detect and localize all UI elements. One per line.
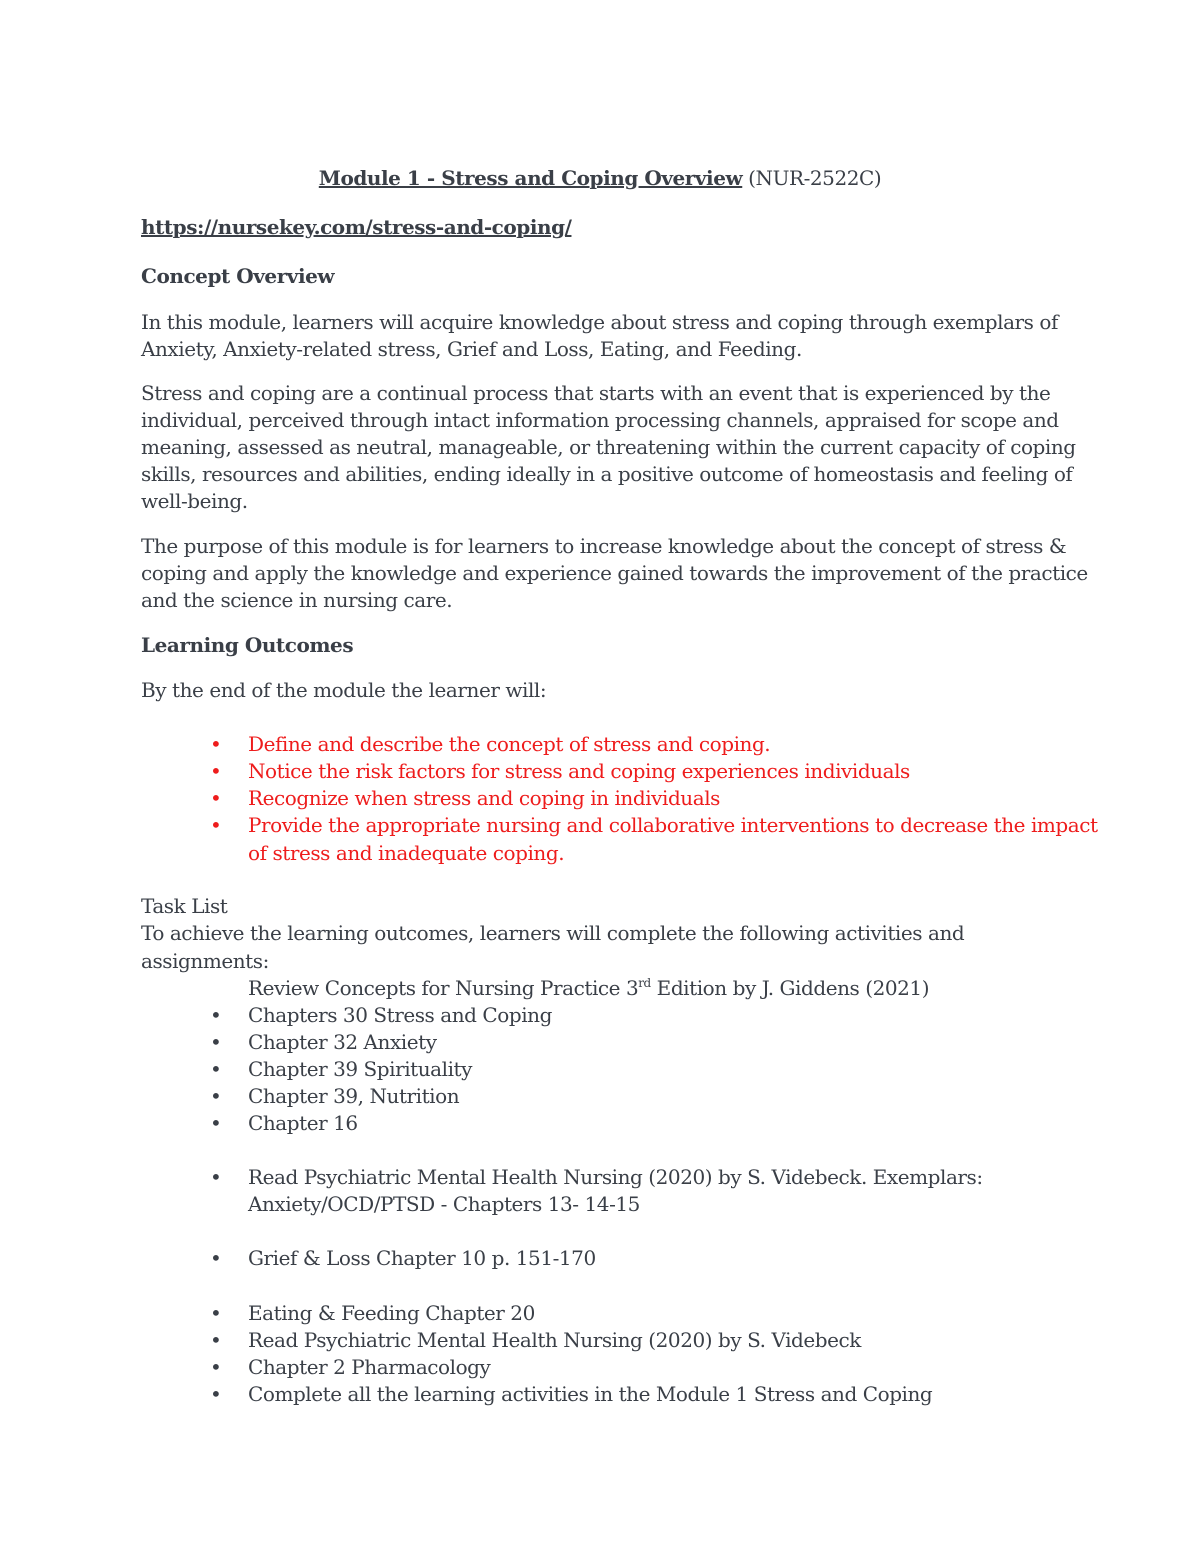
bullet-icon: • bbox=[210, 1328, 222, 1352]
chapter-item: Chapter 39 Spirituality bbox=[248, 1057, 472, 1081]
p3-line-1: The purpose of this module is for learners to increase knowledge about the concept of stress & bbox=[141, 534, 1067, 558]
outcome-item: Notice the risk factors for stress and coping experiences individuals bbox=[248, 759, 910, 783]
p2-line-4: skills, resources and abilities, ending ideally in a positive outcome of homeostasis and feeling of bbox=[141, 462, 1073, 486]
title-main: Module 1 - Stress and Coping Overview bbox=[318, 166, 743, 190]
review-superscript: rd bbox=[638, 976, 651, 990]
chapter-item: Chapters 30 Stress and Coping bbox=[248, 1003, 552, 1027]
bullet-icon: • bbox=[210, 1165, 222, 1189]
bullet-icon: • bbox=[210, 1084, 222, 1108]
p2-line-2: individual, perceived through intact information processing channels, appraised for scope and bbox=[141, 408, 1059, 432]
title-course-code: (NUR-2522C) bbox=[748, 166, 882, 190]
chapter-item: Chapter 39, Nutrition bbox=[248, 1084, 460, 1108]
bullet-icon: • bbox=[210, 1301, 222, 1325]
bullet-icon: • bbox=[210, 1003, 222, 1027]
task-list-intro-1: To achieve the learning outcomes, learners will complete the following activities and bbox=[141, 921, 965, 945]
chapter-item: Chapter 16 bbox=[248, 1111, 358, 1135]
outcome-item: Provide the appropriate nursing and collaborative interventions to decrease the impact bbox=[248, 813, 1098, 837]
learning-outcomes-heading: Learning Outcomes bbox=[141, 633, 354, 657]
task-item-read-videbeck-2: Read Psychiatric Mental Health Nursing (2020) by S. Videbeck bbox=[248, 1328, 861, 1352]
review-textbook-line bbox=[248, 975, 929, 1002]
concept-overview-heading: Concept Overview bbox=[141, 264, 335, 288]
bullet-icon: • bbox=[210, 813, 222, 837]
bullet-icon: • bbox=[210, 1246, 222, 1270]
p1-line-1: In this module, learners will acquire knowledge about stress and coping through exemplars of bbox=[141, 310, 1058, 334]
review-prefix: Review Concepts for Nursing Practice 3 bbox=[248, 976, 639, 1000]
p3-line-3: and the science in nursing care. bbox=[141, 588, 453, 612]
task-item-grief: Grief & Loss Chapter 10 p. 151-170 bbox=[248, 1246, 596, 1270]
bullet-icon: • bbox=[210, 1355, 222, 1379]
bullet-icon: • bbox=[210, 1111, 222, 1135]
task-item-pharmacology: Chapter 2 Pharmacology bbox=[248, 1355, 491, 1379]
task-item-read-videbeck-continued: Anxiety/OCD/PTSD - Chapters 13- 14-15 bbox=[248, 1192, 640, 1216]
bullet-icon: • bbox=[210, 1030, 222, 1054]
bullet-icon: • bbox=[210, 786, 222, 810]
document-title bbox=[0, 165, 1200, 192]
task-list-heading: Task List bbox=[141, 894, 228, 918]
task-item-read-videbeck: Read Psychiatric Mental Health Nursing (2020) by S. Videbeck. Exemplars: bbox=[248, 1165, 983, 1189]
p3-line-2: coping and apply the knowledge and experience gained towards the improvement of the practice bbox=[141, 561, 1088, 585]
review-suffix: Edition by J. Giddens (2021) bbox=[650, 976, 930, 1000]
outcome-item: Recognize when stress and coping in individuals bbox=[248, 786, 720, 810]
p2-line-1: Stress and coping are a continual process that starts with an event that is experienced by the bbox=[141, 381, 1051, 405]
outcome-item: Define and describe the concept of stress and coping. bbox=[248, 732, 771, 756]
learning-outcomes-intro: By the end of the module the learner will: bbox=[141, 678, 547, 702]
p2-line-5: well-being. bbox=[141, 489, 248, 513]
bullet-icon: • bbox=[210, 1057, 222, 1081]
p2-line-3: meaning, assessed as neutral, manageable, or threatening within the current capacity of coping bbox=[141, 435, 1076, 459]
task-item-eating: Eating & Feeding Chapter 20 bbox=[248, 1301, 535, 1325]
chapter-item: Chapter 32 Anxiety bbox=[248, 1030, 437, 1054]
bullet-icon: • bbox=[210, 732, 222, 756]
reference-link[interactable]: https://nursekey.com/stress-and-coping/ bbox=[141, 215, 572, 239]
bullet-icon: • bbox=[210, 1382, 222, 1406]
task-item-complete-activities: Complete all the learning activities in the Module 1 Stress and Coping bbox=[248, 1382, 933, 1406]
outcome-item-continued: of stress and inadequate coping. bbox=[248, 841, 565, 865]
p1-line-2: Anxiety, Anxiety-related stress, Grief and Loss, Eating, and Feeding. bbox=[141, 337, 802, 361]
task-list-intro-2: assignments: bbox=[141, 949, 269, 973]
bullet-icon: • bbox=[210, 759, 222, 783]
